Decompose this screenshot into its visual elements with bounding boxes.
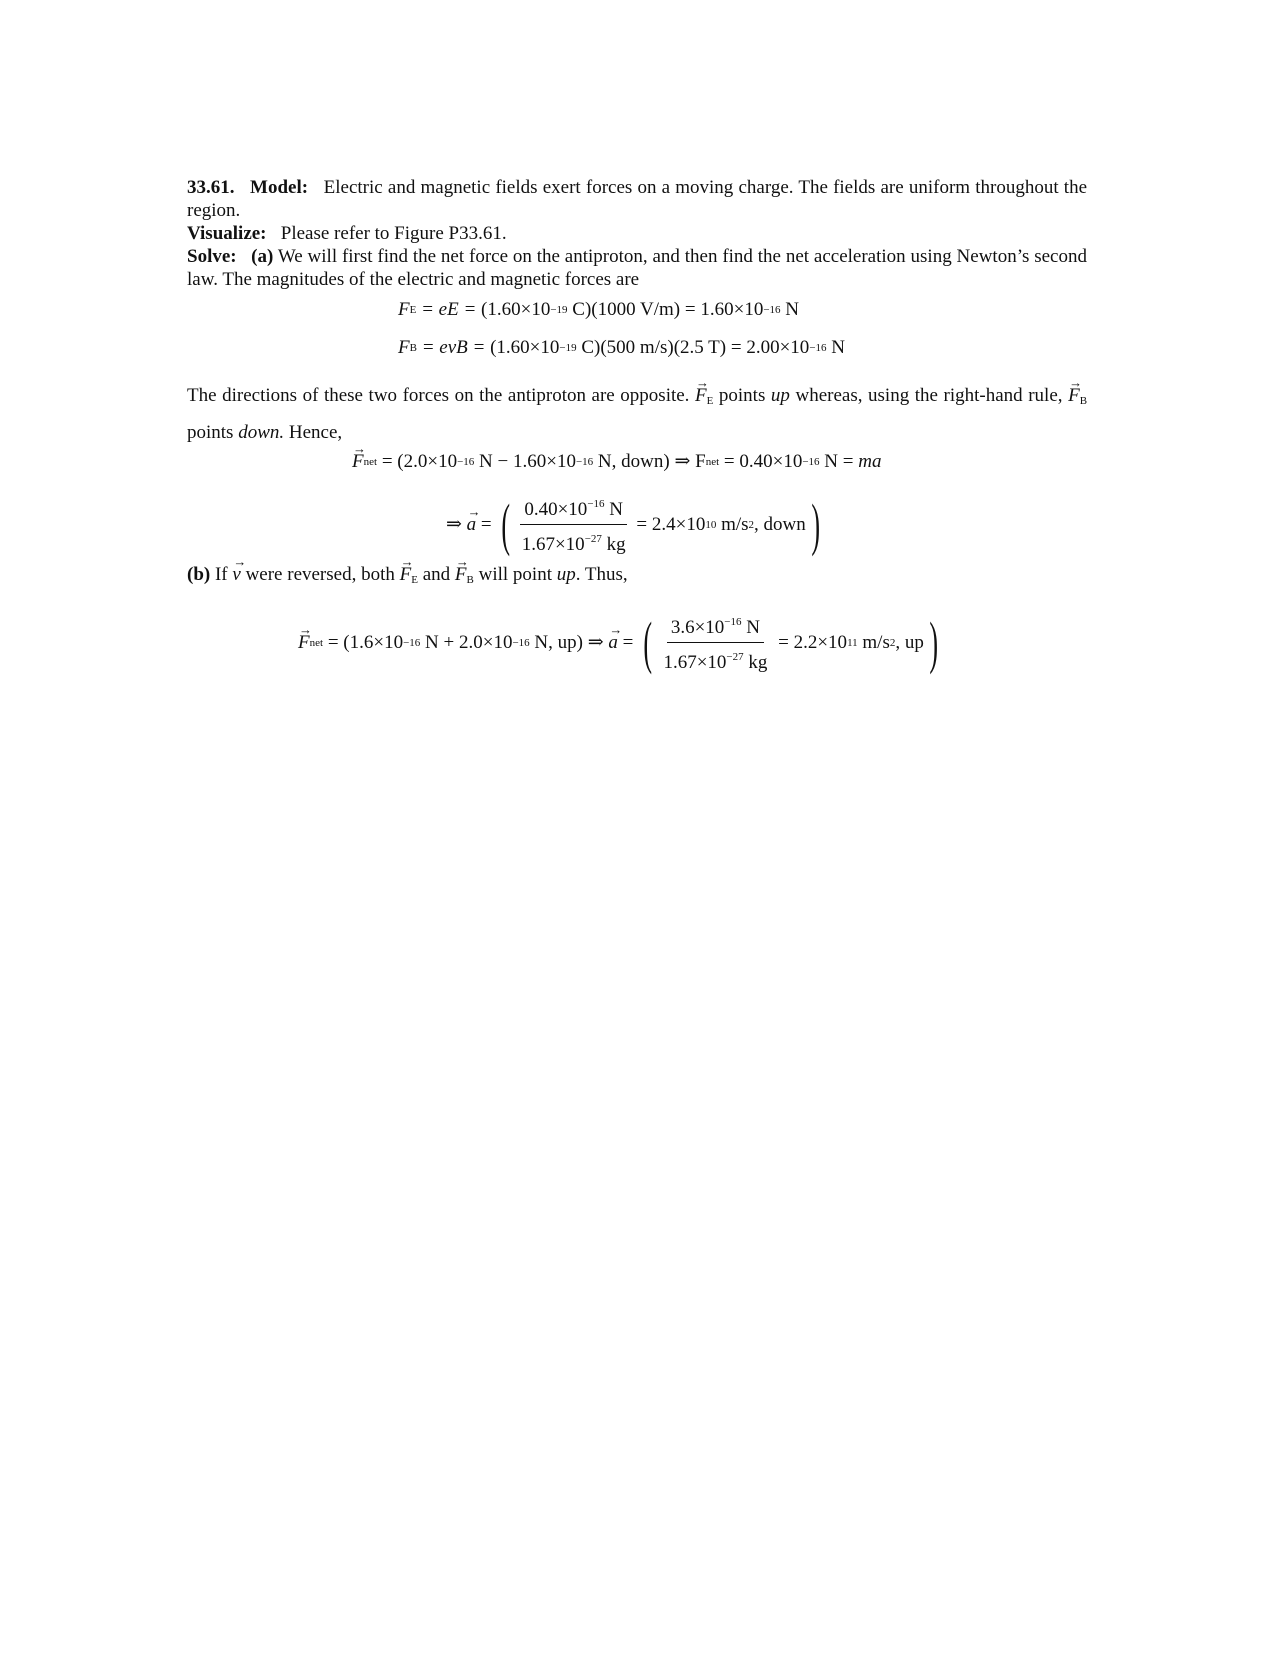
fb-charge-exp: −19 <box>559 342 577 354</box>
fnet-b-part2: N + 2.0×10 <box>420 631 513 653</box>
fe-charge-exp: −19 <box>550 304 568 316</box>
acc-a-num-unit: N <box>604 499 624 520</box>
fnet-b-den-exp: −27 <box>726 651 744 663</box>
fnet-a-part3: N, down) ⇒ F <box>593 451 706 472</box>
fnet-b-result-dir: , up <box>895 631 924 653</box>
fnet-a-exp1: −16 <box>457 456 475 468</box>
fnet-a-ma: ma <box>858 451 882 472</box>
fb-mid: = evB = <box>416 337 491 358</box>
directions-down: down. <box>238 422 285 443</box>
fe-vector-symbol-b: → F <box>400 561 412 589</box>
equation-electric-force <box>398 298 799 322</box>
fnet-b-result-unit: m/s <box>857 631 890 653</box>
fnet-a-part5: N = <box>819 451 859 472</box>
part-b-label: (b) <box>187 564 211 585</box>
acc-a-result-sq: 2 <box>748 518 755 531</box>
fe-sub: E <box>409 304 417 316</box>
acc-a-num: 0.40×10 <box>524 499 588 520</box>
visualize-label: Visualize: <box>187 223 267 244</box>
acc-a-symbol: → a <box>467 513 477 537</box>
fnet-a-sub2: net <box>705 456 720 468</box>
fnet-b-result-sq: 2 <box>889 636 896 649</box>
part-a-label: (a) <box>251 246 274 267</box>
directions-text-2: points <box>718 385 766 406</box>
fb-vector-symbol: → F <box>1068 380 1080 412</box>
fb-vector-symbol-b: → F <box>455 561 467 589</box>
acc-a-den-exp: −27 <box>584 533 602 545</box>
fb-vector-sub-b: B <box>466 574 474 586</box>
fb-charge-unit: C)(500 m/s)(2.5 T) = 2.00×10 <box>576 337 810 358</box>
fnet-b-num-unit: N <box>741 617 760 638</box>
fb-charge: (1.60×10 <box>490 337 560 358</box>
fnet-a-exp2: −16 <box>575 456 594 468</box>
acc-a-result-unit: m/s <box>716 513 749 535</box>
problem-number: 33.61. <box>187 177 235 198</box>
visualize-text: Please refer to Figure P33.61. <box>280 223 507 244</box>
directions-text-4: points <box>187 422 234 443</box>
fe-vector-sub: E <box>706 395 714 407</box>
directions-text-3: whereas, using the right-hand rule, <box>795 385 1063 406</box>
fnet-a-part1: = (2.0×10 <box>377 451 458 472</box>
fnet-b-fraction <box>659 610 771 675</box>
fe-vector-symbol: → F <box>695 380 707 412</box>
model-label: Model: <box>250 177 309 198</box>
fnet-a-symbol: → F <box>352 450 364 474</box>
fnet-b-num-exp: −16 <box>724 616 742 628</box>
acc-a-result-dir: , down <box>754 513 806 535</box>
fb-result-unit: N <box>826 337 846 358</box>
fb-sub: B <box>409 342 417 354</box>
fnet-a-part4: = 0.40×10 <box>719 451 803 472</box>
equation-net-force-a <box>352 450 881 474</box>
equation-acceleration-a <box>446 492 825 557</box>
fnet-b-right-paren: ) <box>929 609 938 675</box>
acc-a-result-exp: 10 <box>705 518 717 531</box>
v-vector-symbol: → v <box>232 561 240 589</box>
fe-vector-sub-b: E <box>411 574 418 586</box>
acc-a-den: 1.67×10 <box>521 534 585 555</box>
acc-a-left-paren: ( <box>501 491 511 557</box>
part-b-text-1: If <box>214 564 228 585</box>
solve-label: Solve: <box>187 246 237 267</box>
fnet-a-exp3: −16 <box>802 456 820 468</box>
fnet-b-part3: N, up) ⇒ <box>529 631 609 653</box>
fnet-b-symbol: → F <box>298 631 310 655</box>
fe-mid: = eE = <box>416 299 482 320</box>
fnet-b-exp2: −16 <box>512 636 530 649</box>
acc-a-num-exp: −16 <box>587 498 605 510</box>
fe-result-unit: N <box>780 299 800 320</box>
directions-text-5: Hence, <box>288 422 343 443</box>
part-b-text-3: and <box>422 564 451 585</box>
part-b-text-4: will point <box>478 564 552 585</box>
fb-vector-sub: B <box>1079 395 1088 407</box>
fnet-b-den: 1.67×10 <box>663 652 727 673</box>
fnet-a-part2: N − 1.60×10 <box>474 451 576 472</box>
fb-result-exp: −16 <box>809 342 827 354</box>
part-b-paragraph <box>187 561 1087 594</box>
fnet-b-num: 3.6×10 <box>670 617 725 638</box>
acc-a-den-unit: kg <box>601 534 626 555</box>
fnet-b-result-exp: 11 <box>847 636 858 649</box>
fnet-b-exp1: −16 <box>403 636 421 649</box>
fe-symbol: F <box>398 299 410 320</box>
directions-up: up <box>770 385 790 406</box>
fnet-b-left-paren: ( <box>643 609 653 675</box>
equation-net-force-b <box>298 610 943 675</box>
fnet-b-eq: = <box>617 631 639 653</box>
acc-a-right-paren: ) <box>811 491 820 557</box>
fnet-b-result: = 2.2×10 <box>773 631 848 653</box>
acc-a-fraction <box>518 492 630 557</box>
fe-charge: (1.60×10 <box>481 299 551 320</box>
fe-result-exp: −16 <box>763 304 781 316</box>
fnet-b-den-unit: kg <box>743 652 768 673</box>
directions-paragraph <box>187 380 1087 449</box>
acc-a-eq: = <box>476 513 497 535</box>
equation-magnetic-force <box>398 336 845 360</box>
fe-charge-unit: C)(1000 V/m) = 1.60×10 <box>567 299 764 320</box>
fnet-b-part1: = (1.6×10 <box>323 631 404 653</box>
acc-a-result: = 2.4×10 <box>631 513 706 535</box>
part-b-up: up <box>556 564 576 585</box>
fb-symbol: F <box>398 337 410 358</box>
fnet-a-sub: net <box>363 456 378 468</box>
acc-a-prefix: ⇒ <box>446 513 467 535</box>
part-a-text: We will first find the net force on the antiproton, and then find the net acceleration using Newton’s second law. The magnitudes of the electric and magnetic forces are <box>187 246 1087 290</box>
part-b-text-5: . Thus, <box>575 564 628 585</box>
part-b-text-2: were reversed, both <box>245 564 395 585</box>
fnet-b-a-symbol: → a <box>608 631 618 655</box>
model-text: Electric and magnetic fields exert forces on a moving charge. The fields are uniform throughout the region. <box>187 177 1088 221</box>
directions-text-1: The directions of these two forces on the antiproton are opposite. <box>187 385 690 406</box>
fnet-b-sub: net <box>309 636 324 649</box>
problem-intro <box>187 176 1087 291</box>
